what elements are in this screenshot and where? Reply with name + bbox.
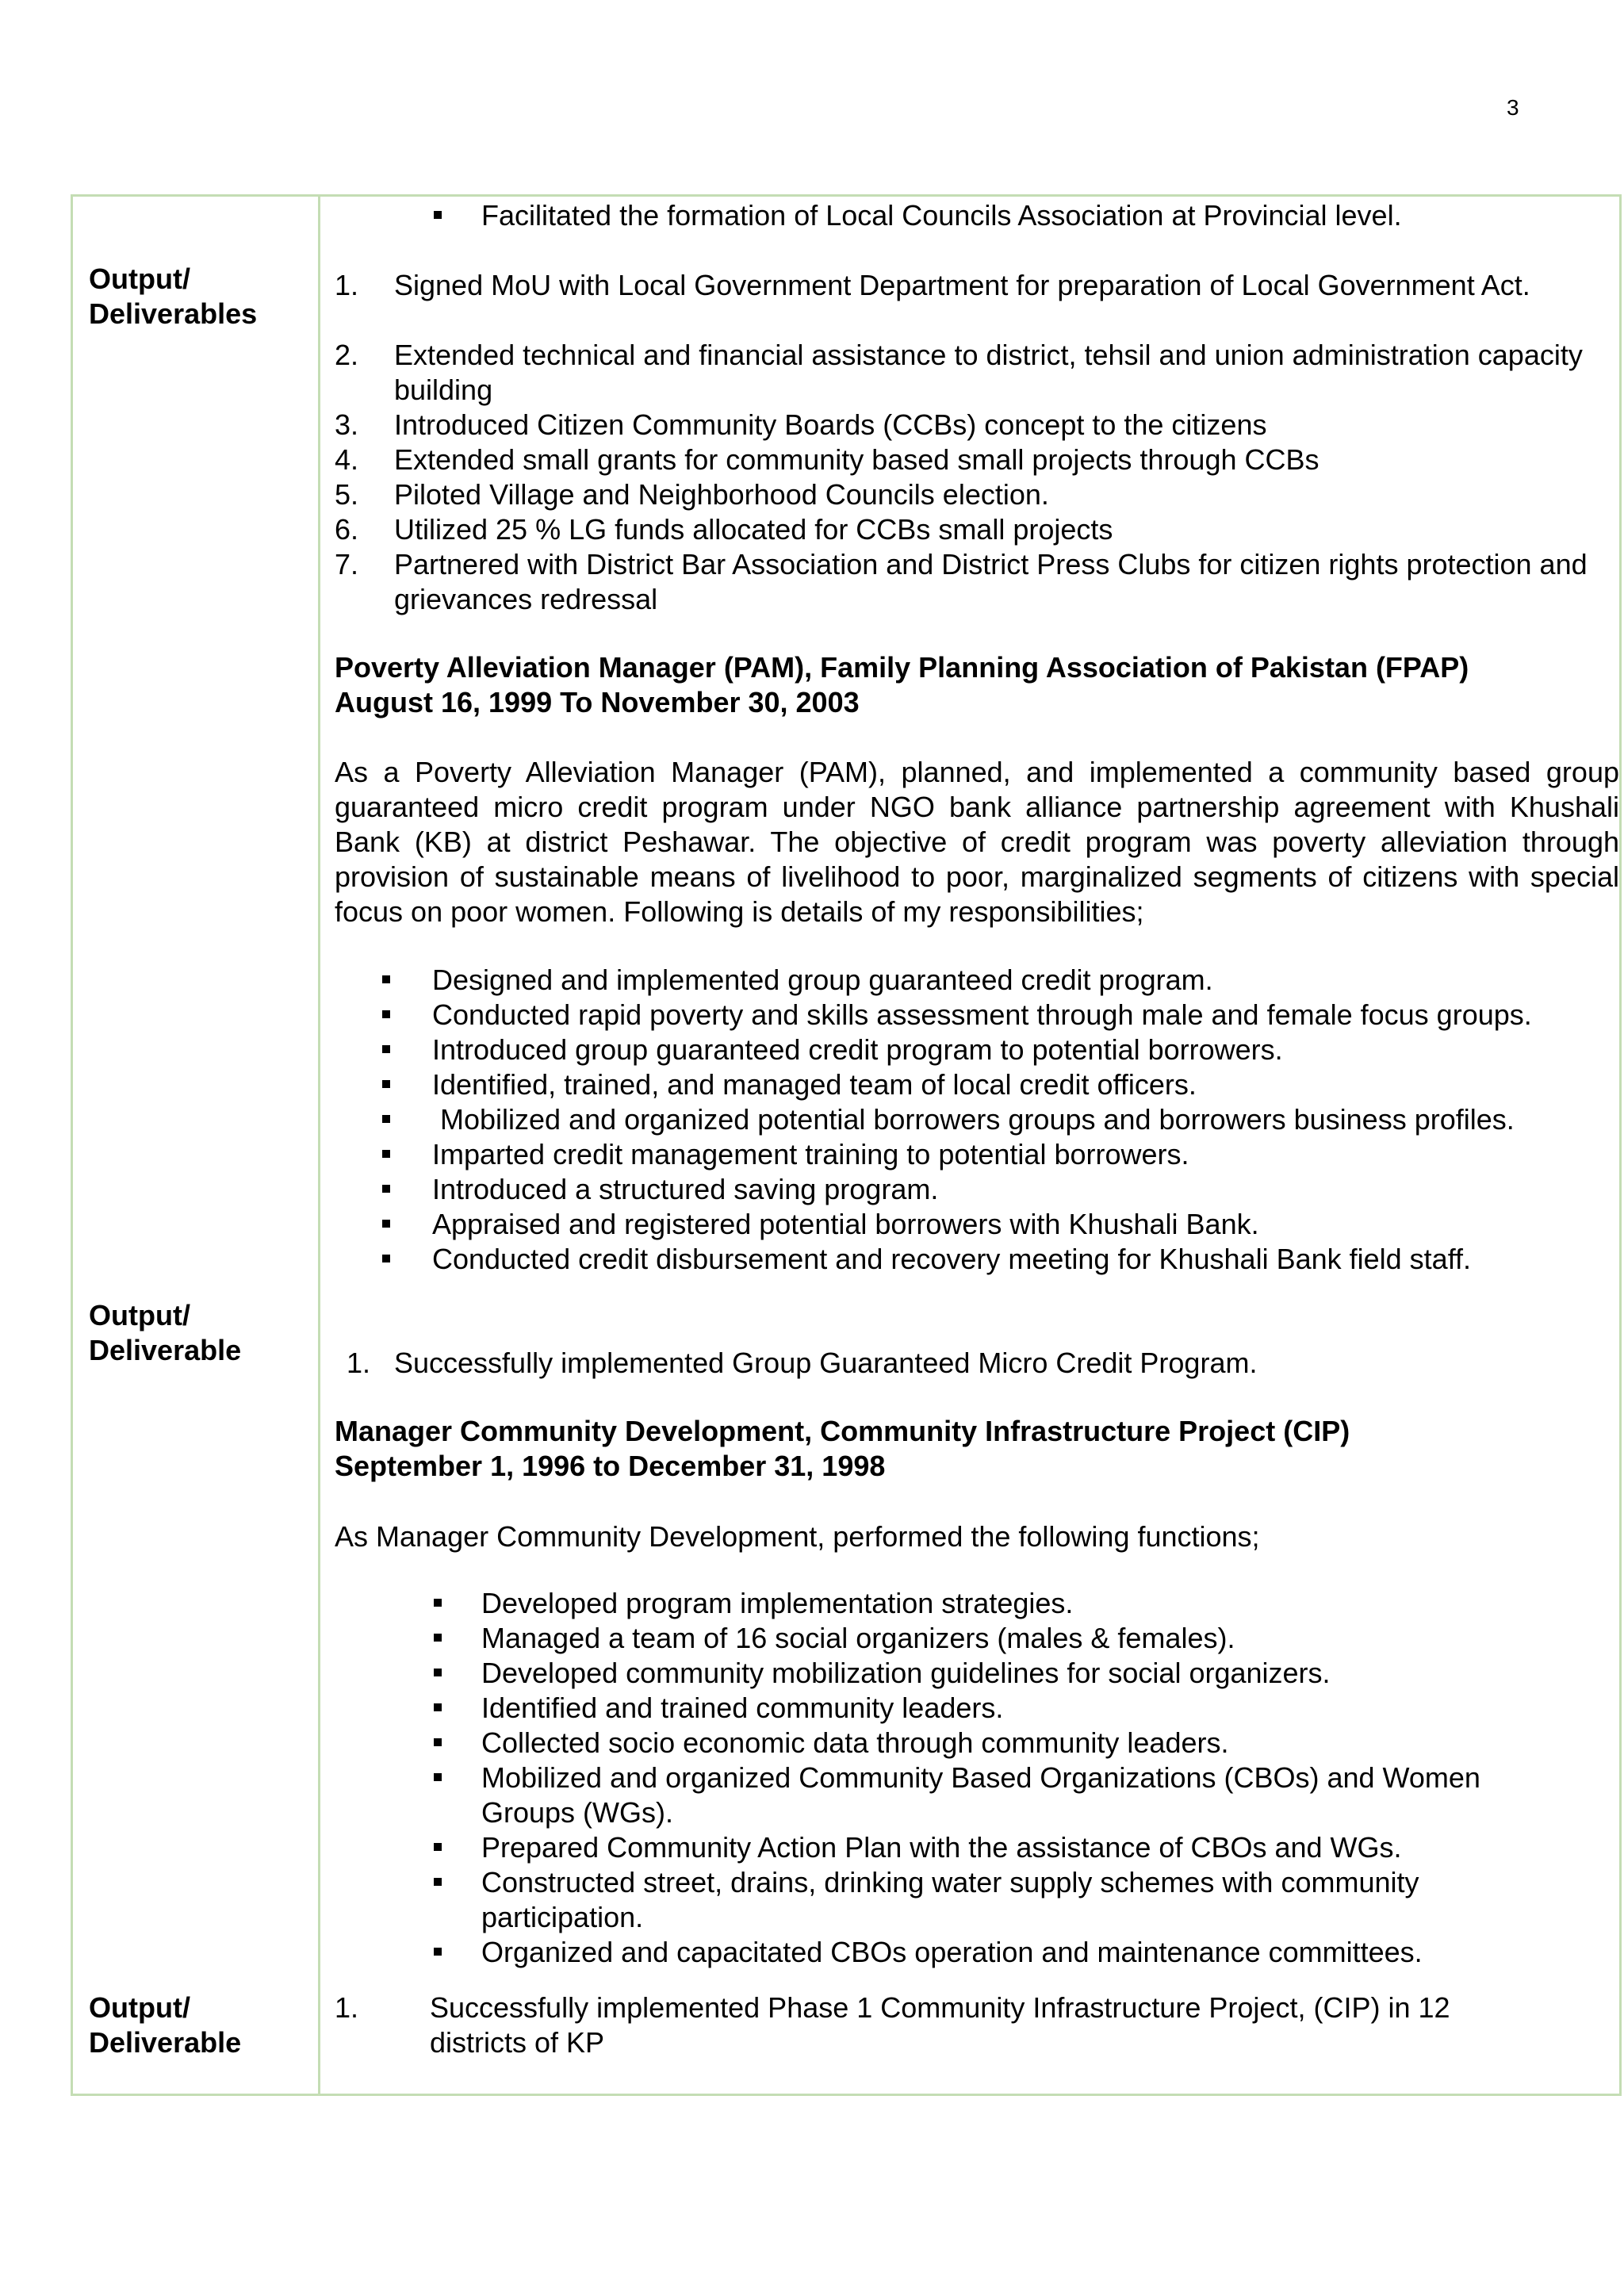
bullet-icon (382, 1255, 390, 1262)
bullet-icon (434, 1599, 442, 1607)
list-item: Developed community mobilization guidelines for social organizers. (434, 1656, 1607, 1691)
bullet-icon (434, 1669, 442, 1676)
list-item: Identified, trained, and managed team of local credit officers. (382, 1067, 1619, 1102)
bullet-icon (382, 1185, 390, 1193)
page-number: 3 (1507, 95, 1519, 120)
bullet-icon (382, 1010, 390, 1018)
bullet-icon (434, 1878, 442, 1886)
bullet-icon (382, 1220, 390, 1228)
list-item: 6. Utilized 25 % LG funds allocated for CCBs small projects (335, 513, 1113, 546)
list-item: Developed program implementation strategies. (434, 1586, 1607, 1621)
list-item: 1. Signed MoU with Local Government Department for preparation of Local Government Act. (335, 269, 1530, 301)
bullet-icon (434, 1773, 442, 1781)
list-item: Introduced group guaranteed credit program to potential borrowers. (382, 1033, 1619, 1067)
list-item: Conducted credit disbursement and recovery meeting for Khushali Bank field staff. (382, 1242, 1619, 1277)
job-intro-cip: As Manager Community Development, performed the following functions; (335, 1520, 1260, 1553)
bullet-icon (434, 1948, 442, 1956)
list-item: 1. Successfully implemented Phase 1 Community Infrastructure Project, (CIP) in 12 districts of KP (335, 1991, 1450, 2059)
list-item: Facilitated the formation of Local Councils Association at Provincial level. (434, 198, 1584, 233)
list-item: Appraised and registered potential borrowers with Khushali Bank. (382, 1207, 1619, 1242)
bullet-icon (434, 1843, 442, 1851)
job-title-cip: Manager Community Development, Community Infrastructure Project (CIP) (335, 1415, 1350, 1447)
bullet-icon (434, 1703, 442, 1711)
list-item: Identified and trained community leaders. (434, 1691, 1607, 1726)
list-item: Prepared Community Action Plan with the assistance of CBOs and WGs. (434, 1830, 1607, 1865)
list-item: Imparted credit management training to potential borrowers. (382, 1137, 1619, 1172)
bullet-icon (382, 1080, 390, 1088)
list-item: Mobilized and organized Community Based Organizations (CBOs) and Women Groups (WGs). (434, 1761, 1496, 1830)
bullet-icon (434, 211, 442, 219)
bullet-icon (382, 1150, 390, 1158)
job-dates-cip: September 1, 1996 to December 31, 1998 (335, 1450, 886, 1482)
label-output-deliverable-pam: Output/ Deliverable (89, 1299, 242, 1366)
responsibility-list (382, 963, 1619, 1277)
list-item: Organized and capacitated CBOs operation and maintenance committees. (434, 1935, 1607, 1970)
bullet-icon (382, 975, 390, 983)
function-list (434, 1586, 1607, 1970)
column-divider (318, 197, 320, 2094)
label-output-deliverable-cip: Output/ Deliverable (89, 1991, 242, 2059)
list-item: Collected socio economic data through community leaders. (434, 1726, 1607, 1761)
bullet-icon (382, 1045, 390, 1053)
list-item: 5. Piloted Village and Neighborhood Councils election. (335, 478, 1049, 511)
list-item: 7. Partnered with District Bar Association and District Press Clubs for citizen rights protection and grievances redressal (335, 548, 1588, 615)
list-item: 1. Successfully implemented Group Guaranteed Micro Credit Program. (347, 1347, 1258, 1379)
list-item: Managed a team of 16 social organizers (males & females). (434, 1621, 1607, 1656)
list-item: Conducted rapid poverty and skills assessment through male and female focus groups. (382, 998, 1619, 1033)
cv-table (71, 194, 1622, 2096)
list-item: Introduced a structured saving program. (382, 1172, 1619, 1207)
list-item: Constructed street, drains, drinking water supply schemes with community participation. (434, 1865, 1473, 1935)
bullet-icon (382, 1115, 390, 1123)
list-item: Designed and implemented group guaranteed credit program. (382, 963, 1619, 998)
list-item: 4. Extended small grants for community based small projects through CCBs (335, 443, 1320, 476)
list-item: Mobilized and organized potential borrowers groups and borrowers business profiles. (382, 1102, 1619, 1137)
list-item: 2. Extended technical and financial assistance to district, tehsil and union administration capacity building (335, 339, 1583, 406)
job-dates-pam: August 16, 1999 To November 30, 2003 (335, 686, 860, 718)
bullet-icon (434, 1634, 442, 1642)
list-item: 3. Introduced Citizen Community Boards (CCBs) concept to the citizens (335, 408, 1267, 441)
job-description-pam: As a Poverty Alleviation Manager (PAM), planned, and implemented a community based group guaranteed micro credit program under NGO bank alliance partnership agreement with Khushali Bank (KB) at district Peshawar. The objective of credit program was poverty alleviation through provision of sustainable means of livelihood to poor, marginalized segments of citizens with special focus on poor women. Following is details of my responsibilities; (335, 756, 1619, 928)
bullet-icon (434, 1738, 442, 1746)
label-output-deliverables: Output/ Deliverables (89, 262, 258, 330)
job-title-pam: Poverty Alleviation Manager (PAM), Family Planning Association of Pakistan (FPAP) (335, 651, 1469, 684)
